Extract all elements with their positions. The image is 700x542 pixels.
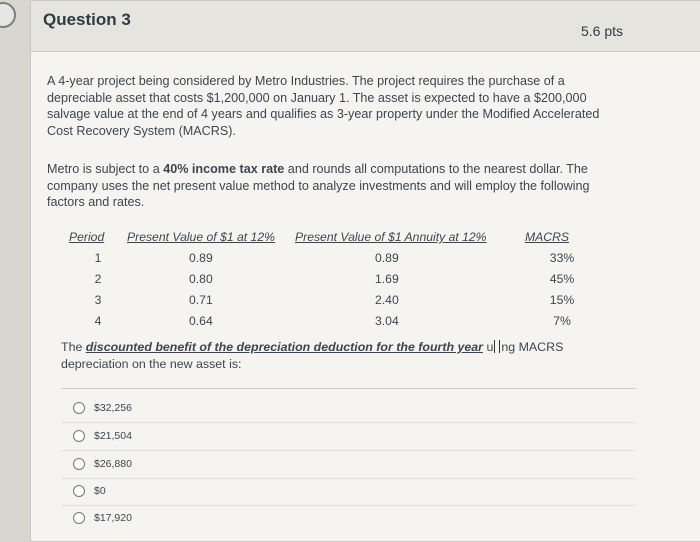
paragraph-2-text-end: and rounds all computations to the nearest dollar. The company uses the net present value method to analyze investments and will employ the following factors and rates. — [47, 162, 590, 209]
prompt-text-a: u — [483, 340, 494, 354]
question-points: 5.6 pts — [581, 23, 624, 39]
table-cell: 45% — [549, 271, 575, 286]
question-paragraph-2 — [47, 161, 622, 211]
question-prompt — [61, 339, 621, 373]
table-cell: 0.71 — [189, 292, 213, 307]
radio-button[interactable] — [73, 458, 85, 470]
table-cell: 2.40 — [375, 292, 399, 307]
answer-label: $0 — [94, 485, 106, 497]
answer-label: $32,256 — [94, 402, 132, 414]
divider — [61, 388, 636, 389]
prompt-emphasis: discounted benefit of the depreciation deduction for the fourth year — [85, 340, 484, 354]
table-cell: 0.80 — [189, 271, 213, 286]
answer-option-1[interactable] — [61, 395, 631, 421]
text-cursor-icon — [494, 340, 500, 353]
table-header-pva: Present Value of $1 Annuity at 12% — [295, 230, 487, 244]
factors-table — [69, 227, 599, 331]
table-cell: 7% — [553, 313, 571, 328]
question-paragraph-1: A 4-year project being considered by Metro Industries. The project requires the purchase of a depreciable asset that costs $1,200,000 on January 1. The asset is expected to have a $200,000 salvage value at the end of 4 years and qualifies as 3-year property under the Modified Accelerated Cost Recovery System (MACRS). — [47, 74, 600, 138]
answer-label: $21,504 — [94, 430, 132, 442]
answer-option-2[interactable] — [61, 423, 631, 449]
answer-option-5[interactable] — [61, 505, 631, 531]
question-card — [30, 0, 700, 542]
table-cell: 3 — [94, 292, 102, 307]
question-title: Question 3 — [43, 10, 131, 29]
question-header — [31, 1, 700, 52]
answer-option-4[interactable] — [61, 478, 631, 504]
table-header-period: Period — [69, 230, 105, 244]
radio-button[interactable] — [73, 402, 85, 414]
table-cell: 0.64 — [189, 313, 213, 328]
table-cell: 1.69 — [375, 271, 399, 286]
answer-label: $17,920 — [94, 512, 132, 524]
table-header-pv: Present Value of $1 at 12% — [127, 230, 275, 244]
radio-button[interactable] — [73, 485, 85, 497]
answer-label: $26,880 — [94, 458, 132, 470]
table-cell: 0.89 — [375, 250, 399, 265]
table-cell: 4 — [94, 313, 102, 328]
table-row — [69, 310, 599, 331]
table-cell: 33% — [549, 250, 575, 265]
tax-rate-emphasis: 40% income tax rate — [163, 162, 285, 176]
table-cell: 3.04 — [375, 313, 399, 328]
radio-button[interactable] — [73, 512, 85, 524]
table-row — [69, 268, 599, 289]
answer-option-3[interactable] — [61, 451, 631, 477]
table-cell: 15% — [549, 292, 575, 307]
table-cell: 1 — [94, 250, 102, 265]
table-row — [69, 247, 599, 268]
back-icon[interactable] — [0, 2, 16, 28]
radio-button[interactable] — [73, 430, 85, 442]
table-header-macrs: MACRS — [525, 230, 570, 244]
prompt-text-b: ng MACRS depreciation on the new asset is: — [61, 340, 564, 371]
table-cell: 2 — [94, 271, 102, 286]
table-cell: 0.89 — [189, 250, 213, 265]
prompt-text-start: The — [61, 340, 86, 354]
paragraph-2-text: Metro is subject to a — [47, 162, 164, 176]
table-row — [69, 289, 599, 310]
